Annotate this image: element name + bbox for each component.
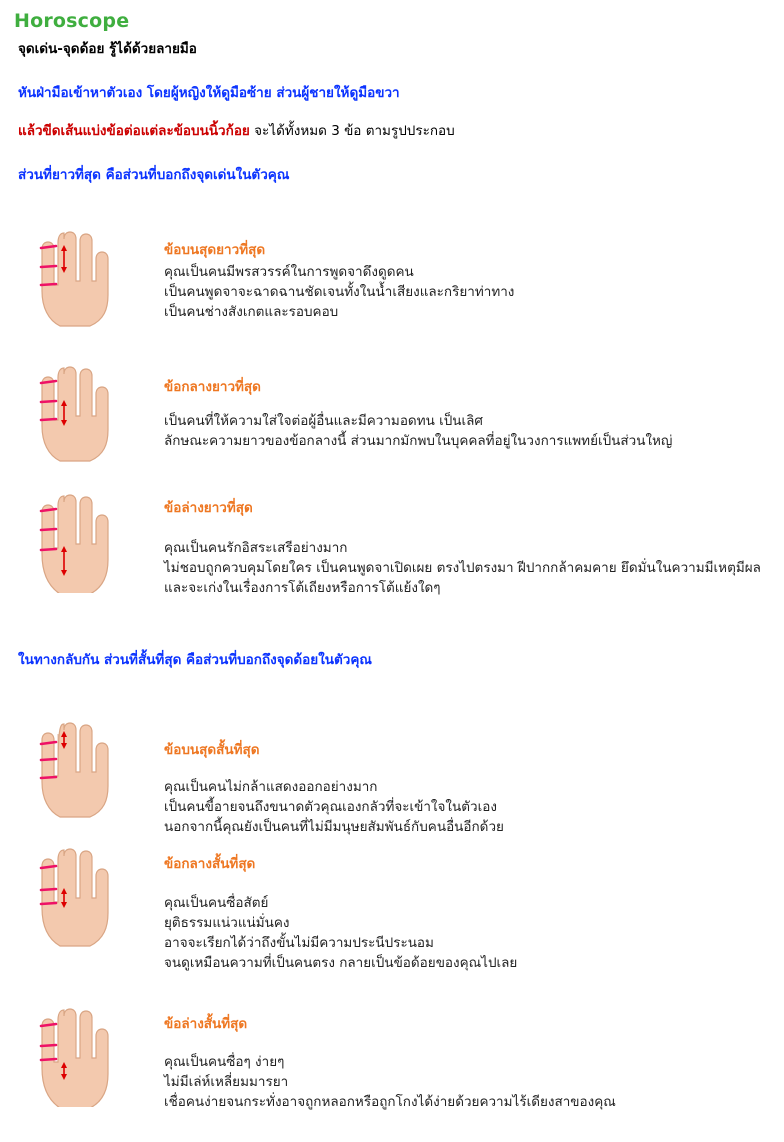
- section-line: เชื่อคนง่ายจนกระทั่งอาจถูกหลอกหรือถูกโกงได้ง่ายด้วยความไร้เดียงสาของคุณ: [164, 1094, 616, 1110]
- hand-diagram-short-bottom: [28, 1002, 128, 1107]
- section-body-long-top: [164, 262, 514, 322]
- section-body-long-middle: [164, 411, 672, 451]
- intro-line-3: ส่วนที่ยาวที่สุด คือส่วนที่บอกถึงจุดเด่นในตัวคุณ: [18, 167, 290, 183]
- section-title-long-middle: ข้อกลางยาวที่สุด: [164, 379, 261, 395]
- section-line: ไม่มีเล่ห์เหลี่ยมมารยา: [164, 1074, 289, 1090]
- section-title-long-top: ข้อบนสุดยาวที่สุด: [164, 242, 266, 258]
- hand-diagram-short-middle: [28, 842, 128, 947]
- intro-line-2: [18, 119, 455, 141]
- section-line: เป็นคนที่ให้ความใส่ใจต่อผู้อื่นและมีความอดทน เป็นเลิศ: [164, 413, 483, 429]
- section-line: อาจจะเรียกได้ว่าถึงขั้นไม่มีความประนีประนอม: [164, 935, 434, 951]
- section-line: จนดูเหมือนความที่เป็นคนตรง กลายเป็นข้อด้อยของคุณไปเลย: [164, 955, 518, 971]
- page-title: Horoscope: [14, 10, 130, 32]
- section-line: และจะเก่งในเรื่องการโต้เถียงหรือการโต้แย้งใดๆ: [164, 580, 441, 596]
- section-body-short-top: [164, 777, 504, 837]
- section-title-long-bottom: ข้อล่างยาวที่สุด: [164, 500, 253, 516]
- section-line: ยุติธรรมแน่วแน่มั่นคง: [164, 915, 290, 931]
- section-line: ไม่ชอบถูกควบคุมโดยใคร เป็นคนพูดจาเปิดเผย ตรงไปตรงมา ฝีปากกล้าคมคาย ยึดมั่นในความมีเหตุมีผล: [164, 560, 761, 576]
- section-line: ลักษณะความยาวของข้อกลางนี้ ส่วนมากมักพบในบุคคลที่อยู่ในวงการแพทย์เป็นส่วนใหญ่: [164, 433, 673, 449]
- hand-diagram-short-top: [28, 716, 128, 821]
- section-line: คุณเป็นคนซื่อสัตย์: [164, 895, 269, 911]
- section-line: คุณเป็นคนไม่กล้าแสดงออกอย่างมาก: [164, 779, 378, 795]
- hand-diagram-long-top: [28, 225, 128, 330]
- hand-diagram-long-middle: [28, 360, 128, 465]
- section-title-short-middle: ข้อกลางสั้นที่สุด: [164, 856, 256, 872]
- subtitle: จุดเด่น-จุดด้อย รู้ได้ด้วยลายมือ: [18, 41, 197, 57]
- section-line: เป็นคนขี้อายจนถึงขนาดตัวคุณเองกลัวที่จะเข้าใจในตัวเอง: [164, 799, 497, 815]
- hand-diagram-long-bottom: [28, 488, 128, 593]
- intro-line-2-bold: แล้วขีดเส้นแบ่งข้อต่อแต่ละข้อบนนิ้วก้อย: [18, 123, 250, 139]
- section-body-short-middle: [164, 893, 517, 973]
- section-body-long-bottom: [164, 538, 761, 598]
- intro-line-2-rest: จะได้ทั้งหมด 3 ข้อ ตามรูปประกอบ: [249, 123, 455, 139]
- section-title-short-bottom: ข้อล่างสั้นที่สุด: [164, 1016, 248, 1032]
- reverse-heading: ในทางกลับกัน ส่วนที่สั้นที่สุด คือส่วนที่บอกถึงจุดด้อยในตัวคุณ: [18, 652, 372, 668]
- section-line: เป็นคนช่างสังเกตและรอบคอบ: [164, 304, 339, 320]
- section-line: นอกจากนี้คุณยังเป็นคนที่ไม่มีมนุษยสัมพันธ์กับคนอื่นอีกด้วย: [164, 819, 504, 835]
- section-line: คุณเป็นคนรักอิสระเสรีอย่างมาก: [164, 540, 348, 556]
- section-title-short-top: ข้อบนสุดสั้นที่สุด: [164, 742, 260, 758]
- section-line: คุณเป็นคนมีพรสวรรค์ในการพูดจาดึงดูดคน: [164, 264, 414, 280]
- section-body-short-bottom: [164, 1052, 616, 1112]
- section-line: คุณเป็นคนซื่อๆ ง่ายๆ: [164, 1054, 285, 1070]
- section-line: เป็นคนพูดจาจะฉาดฉานชัดเจนทั้งในน้ำเสียงและกริยาท่าทาง: [164, 284, 515, 300]
- intro-line-1: หันฝ่ามือเข้าหาตัวเอง โดยผู้หญิงให้ดูมือซ้าย ส่วนผู้ชายให้ดูมือขวา: [18, 85, 400, 101]
